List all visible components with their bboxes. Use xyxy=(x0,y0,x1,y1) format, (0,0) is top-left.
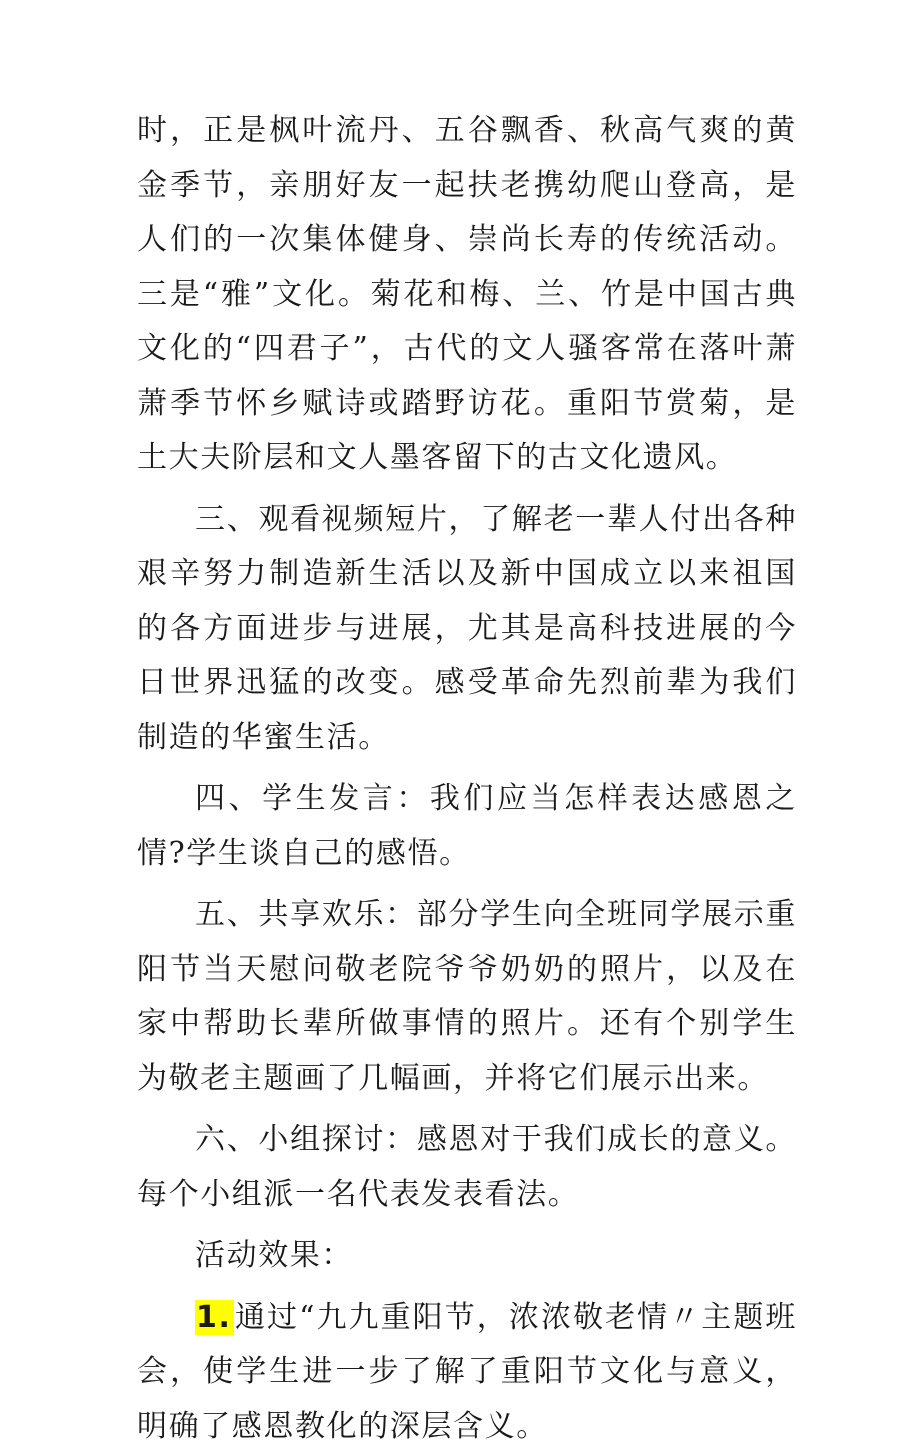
paragraph-item-three: 三、观看视频短片，了解老一辈人付出各种艰辛努力制造新生活以及新中国成立以来祖国的各方面进步与进展，尤其是高科技进展的今日世界迅猛的改变。感受革命先烈前辈为我们制造的华蜜生活。 xyxy=(137,493,797,766)
paragraph-item-six: 六、小组探讨：感恩对于我们成长的意义。每个小组派一名代表发表看法。 xyxy=(137,1113,797,1222)
paragraph-effect-heading: 活动效果： xyxy=(137,1229,797,1284)
paragraph-numbered-item xyxy=(137,1291,797,1454)
paragraph-continuation: 时，正是枫叶流丹、五谷飘香、秋高气爽的黄金季节，亲朋好友一起扶老携幼爬山登高，是人们的一次集体健身、崇尚长寿的传统活动。三是“雅”文化。菊花和梅、兰、竹是中国古典文化的“四君子”，古代的文人骚客常在落叶萧萧季节怀乡赋诗或踏野访花。重阳节赏菊，是土大夫阶层和文人墨客留下的古文化遗风。 xyxy=(137,104,797,486)
highlighted-list-number: 1. xyxy=(195,1300,234,1335)
document-body xyxy=(137,104,797,1454)
paragraph-item-five: 五、共享欢乐：部分学生向全班同学展示重阳节当天慰问敬老院爷爷奶奶的照片，以及在家中帮助长辈所做事情的照片。还有个别学生为敬老主题画了几幅画，并将它们展示出来。 xyxy=(137,888,797,1106)
numbered-item-text: 通过“九九重阳节，浓浓敬老情〃主题班会，使学生进一步了解了重阳节文化与意义，明确了感恩教化的深层含义。 xyxy=(137,1300,797,1444)
paragraph-item-four: 四、学生发言：我们应当怎样表达感恩之情?学生谈自己的感悟。 xyxy=(137,772,797,881)
